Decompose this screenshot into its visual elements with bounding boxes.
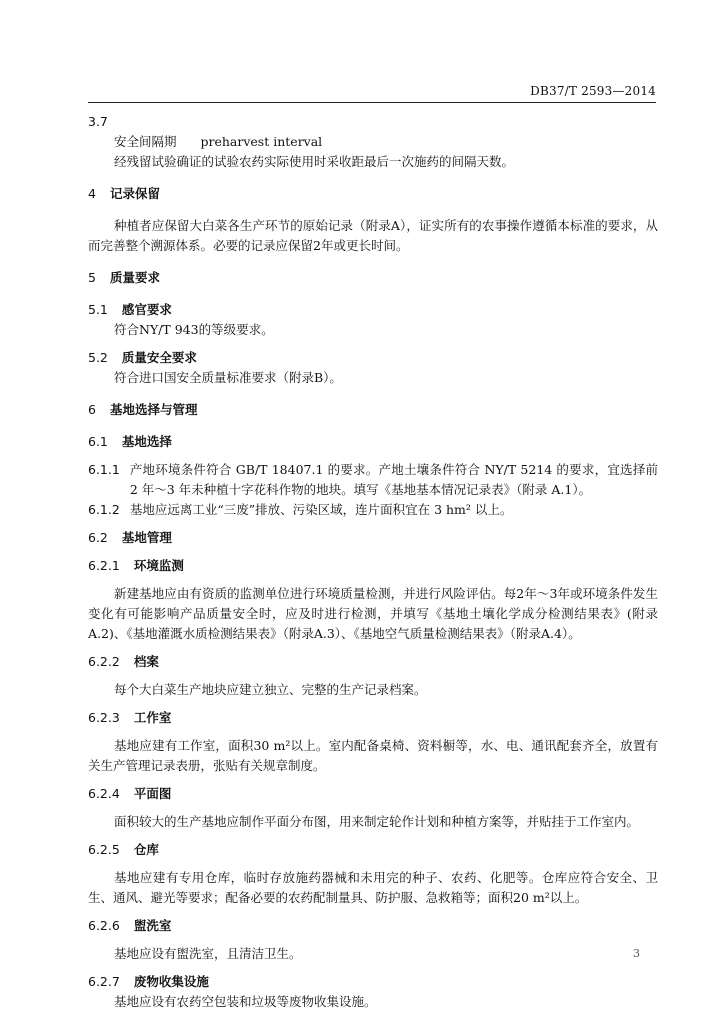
subsection-heading: 5.1 感官要求 xyxy=(88,302,172,317)
section-heading: 6 基地选择与管理 xyxy=(88,402,198,417)
paragraph: 基地应设有盥洗室，且清洁卫生。 xyxy=(114,946,302,961)
clause-number: 3.7 xyxy=(88,114,108,129)
subsubsection-heading: 6.2.2 档案 xyxy=(88,654,159,669)
subsection-heading: 6.1 基地选择 xyxy=(88,434,172,449)
paragraph: 符合进口国安全质量标准要求（附录B）。 xyxy=(114,370,342,385)
term-chinese: 安全间隔期 xyxy=(114,134,177,149)
term-entry xyxy=(88,132,658,152)
paragraph: 种植者应保留大白菜各生产环节的原始记录（附录A），证实所有的农事操作遵循本标准的要求，从而完善整个溯源体系。必要的记录应保留2年或更长时间。 xyxy=(88,218,658,253)
page-number: 3 xyxy=(633,947,640,960)
subsubsection-heading: 6.2.5 仓库 xyxy=(88,842,159,857)
paragraph: 基地应建有工作室，面积30 m²以上。室内配备桌椅、资料橱等，水、电、通讯配套齐全，放置有关生产管理记录表册，张贴有关规章制度。 xyxy=(88,738,658,773)
subsection-heading: 6.2 基地管理 xyxy=(88,530,172,545)
subsubsection-heading: 6.2.4 平面图 xyxy=(88,786,172,801)
term-definition: 经残留试验确证的试验农药实际使用时采收距最后一次施药的间隔天数。 xyxy=(114,154,515,169)
paragraph: 基地应建有专用仓库，临时存放施药器械和未用完的种子、农药、化肥等。仓库应符合安全、卫生、通风、避光等要求；配备必要的农药配制量具、防护服、急救箱等；面积20 m²以上。 xyxy=(88,870,658,905)
clause-item: 6.1.2 基地应远离工业“三废”排放、污染区域，连片面积宜在 3 hm² 以上。 xyxy=(88,502,513,517)
term-english: preharvest interval xyxy=(200,134,323,149)
subsubsection-heading: 6.2.1 环境监测 xyxy=(88,558,184,573)
subsubsection-heading: 6.2.3 工作室 xyxy=(88,710,172,725)
paragraph: 新建基地应由有资质的监测单位进行环境质量检测，并进行风险评估。每2年～3年或环境条件发生变化有可能影响产品质量安全时，应及时进行检测，并填写《基地土壤化学成分检测结果表》(附录A.2)、《基地灌溉水质检测结果表》（附录A.3）、《基地空气质量检测结果表》（附录A.4）。 xyxy=(88,586,658,641)
paragraph: 每个大白菜生产地块应建立独立、完整的生产记录档案。 xyxy=(114,682,427,697)
paragraph: 符合NY/T 943的等级要求。 xyxy=(114,322,274,337)
header-rule xyxy=(88,102,656,103)
subsubsection-heading: 6.2.7 废物收集设施 xyxy=(88,974,209,989)
subsection-heading: 5.2 质量安全要求 xyxy=(88,350,197,365)
section-heading: 5 质量要求 xyxy=(88,270,160,285)
subsubsection-heading: 6.2.6 盥洗室 xyxy=(88,918,172,933)
paragraph: 面积较大的生产基地应制作平面分布图，用来制定轮作计划和种植方案等，并贴挂于工作室内。 xyxy=(114,814,640,829)
document-body xyxy=(88,112,658,1012)
section-heading: 4 记录保留 xyxy=(88,186,160,201)
standard-code: DB37/T 2593—2014 xyxy=(530,84,656,98)
clause-item: 6.1.1 产地环境条件符合 GB/T 18407.1 的要求。产地土壤条件符合 NY/T 5214 的要求，宜选择前 2 年～3 年未种植十字花科作物的地块。填写《基地基本情况记录表》（附录 A.1）。 xyxy=(88,462,658,497)
paragraph: 基地应设有农药空包装和垃圾等废物收集设施。 xyxy=(114,994,377,1009)
